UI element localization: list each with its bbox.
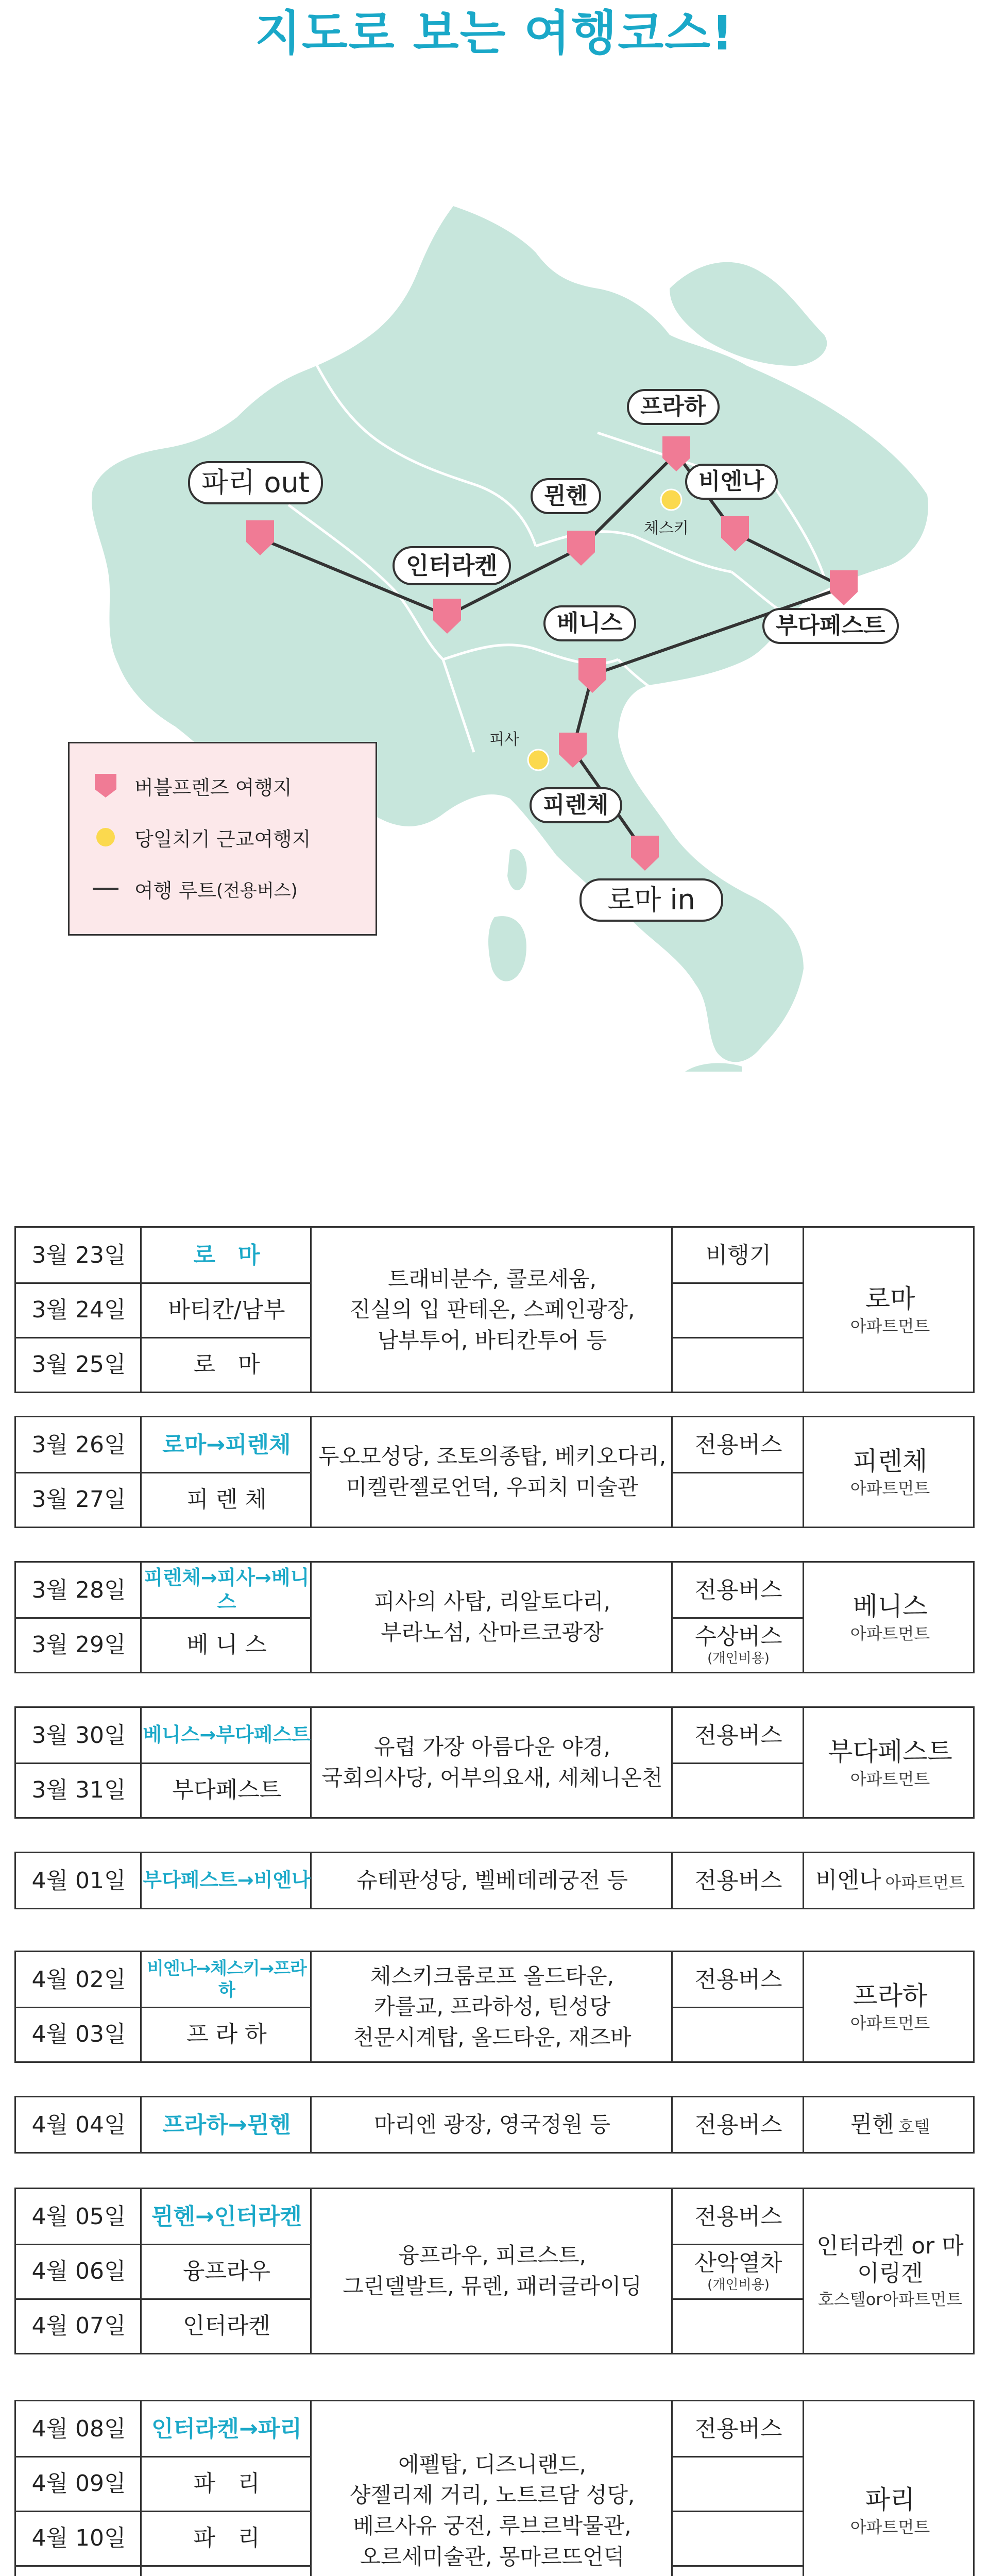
- activity-line: 마리엔 광장, 영국정원 등: [373, 2112, 611, 2138]
- island-corsica: [507, 849, 527, 890]
- schedule-transport: [673, 1762, 804, 1817]
- activity-line: 트래비분수, 콜로세움,: [387, 1266, 597, 1292]
- schedule-activities: [312, 1563, 673, 1672]
- accommodation-city: 프라하: [852, 1980, 928, 2011]
- schedule-block: [14, 1706, 975, 1819]
- accommodation-type: 아파트먼트: [850, 1623, 930, 1643]
- schedule-place: 인터라켄: [182, 2312, 270, 2339]
- schedule-accommodation: [804, 1417, 976, 1527]
- schedule-transport: [673, 1853, 804, 1908]
- schedule-block: [14, 2188, 975, 2354]
- schedule-activities: [312, 2401, 673, 2576]
- schedule-transport: [673, 1472, 804, 1527]
- schedule-date: 3월 29일: [31, 1631, 126, 1658]
- schedule-date: 3월 23일: [31, 1242, 126, 1268]
- activity-line: 융프라우, 피르스트,: [398, 2243, 586, 2268]
- schedule-place: 부다페스트→비엔나: [143, 1869, 311, 1892]
- schedule-activities: [312, 1708, 673, 1817]
- schedule-date: [16, 2565, 142, 2576]
- transport-label: 비행기: [705, 1242, 772, 1268]
- legend-row-pin: [90, 770, 292, 801]
- city-label-pisa: 피사: [489, 731, 519, 749]
- accommodation-type: 아파트먼트: [850, 2013, 930, 2033]
- schedule-date: 3월 26일: [31, 1431, 126, 1458]
- schedule-date: 4월 05일: [31, 2203, 126, 2230]
- schedule-place: 로마→피렌체: [162, 1431, 291, 1458]
- city-label-vienna: 비엔나: [685, 464, 778, 500]
- schedule-block: [14, 1852, 975, 1909]
- city-label-cesky: 체스키: [644, 519, 689, 537]
- schedule-activities: [312, 1228, 673, 1392]
- island-sicily: [685, 1063, 742, 1072]
- route-line-icon: [93, 886, 118, 891]
- city-label-florence: 피렌체: [530, 787, 622, 823]
- transport-label: 수상버스: [694, 1623, 782, 1650]
- activity-line: 유럽 가장 아름다운 야경,: [373, 1734, 611, 1760]
- accommodation-type: 아파트먼트: [850, 1316, 930, 1336]
- city-label-budapest: 부다페스트: [762, 608, 899, 644]
- schedule-accommodation: [804, 1563, 976, 1672]
- transport-label: 전용버스: [694, 1577, 782, 1603]
- schedule-transport: [673, 1617, 804, 1672]
- activity-line: 남부투어, 바티칸투어 등: [377, 1327, 607, 1353]
- transport-label: 전용버스: [694, 2415, 782, 2442]
- schedule-accommodation: [804, 1228, 976, 1392]
- schedule-transport: [673, 2401, 804, 2456]
- route-map: [0, 196, 989, 1072]
- schedule-place: 프 라 하: [186, 2021, 267, 2047]
- accommodation-city: 피렌체: [852, 1446, 928, 1476]
- activity-line: 피사의 사탑, 리알토다리,: [373, 1589, 611, 1615]
- schedule-block: [14, 2400, 975, 2576]
- transport-label: 전용버스: [694, 1867, 782, 1894]
- schedule-transport: [673, 2565, 804, 2576]
- schedule-activities: [312, 2097, 673, 2152]
- schedule-accommodation: [804, 1952, 976, 2061]
- activity-line: 두오모성당, 조토의종탑, 베키오다리,: [318, 1444, 667, 1469]
- schedule-place: 바티칸/남부: [168, 1296, 285, 1323]
- transport-label: 전용버스: [694, 1722, 782, 1749]
- city-label-rome: 로마 in: [579, 878, 723, 922]
- map-legend: [68, 742, 377, 936]
- accommodation-city: 파리: [865, 2484, 915, 2515]
- schedule-place: 비엔나→체스키→프라하: [147, 1958, 306, 2001]
- pisa-dot: [528, 750, 549, 770]
- schedule-place: 인터라켄→파리: [151, 2415, 302, 2442]
- schedule-block: [14, 1416, 975, 1528]
- transport-label: 산악열차: [694, 2249, 782, 2276]
- schedule-block: [14, 1561, 975, 1673]
- schedule-activities: [312, 1853, 673, 1908]
- schedule-transport: [673, 1282, 804, 1337]
- transport-label: 전용버스: [694, 1431, 782, 1458]
- schedule-date: 4월 04일: [31, 2111, 126, 2138]
- city-label-munich: 뮌헨: [531, 478, 601, 514]
- activity-line: 그린델발트, 뮤렌, 패러글라이딩: [343, 2274, 642, 2299]
- schedule-date: 4월 09일: [31, 2470, 126, 2497]
- activity-line: 천문시계탑, 올드타운, 재즈바: [353, 2024, 632, 2050]
- activity-line: 카를교, 프라하성, 틴성당: [373, 1994, 611, 2020]
- schedule-date: 4월 06일: [31, 2258, 126, 2284]
- schedule-activities: [312, 1952, 673, 2061]
- schedule-place: [142, 2565, 312, 2576]
- accommodation-type: 호텔: [898, 2116, 930, 2137]
- schedule-place: 로 마: [193, 1351, 260, 1378]
- transport-label: 전용버스: [694, 1966, 782, 1993]
- accommodation-type: 아파트먼트: [850, 1769, 930, 1789]
- accommodation-city: 인터라켄 or 마이링겐: [816, 2233, 964, 2286]
- transport-note: (개인비용): [707, 1650, 770, 1666]
- schedule-date: 3월 24일: [31, 1296, 126, 1323]
- transport-note: (개인비용): [707, 2277, 770, 2293]
- schedule-transport: [673, 1228, 804, 1282]
- city-label-prague: 프라하: [627, 389, 720, 425]
- schedule-place: 베 니 스: [186, 1631, 267, 1658]
- schedule-place: 뮌헨→인터라켄: [151, 2203, 302, 2230]
- accommodation-city: 로마: [865, 1283, 915, 1314]
- accommodation-type: 아파트먼트: [885, 1872, 965, 1892]
- cesky-dot: [661, 489, 681, 510]
- schedule-date: 4월 01일: [31, 1867, 126, 1894]
- activity-line: 베르사유 궁전, 루브르박물관,: [353, 2513, 632, 2538]
- accommodation-city: 부다페스트: [828, 1736, 952, 1767]
- activity-line: 샹젤리제 거리, 노트르담 성당,: [349, 2482, 635, 2508]
- schedule-date: 4월 10일: [31, 2524, 126, 2551]
- schedule-date: 3월 31일: [31, 1776, 126, 1803]
- schedule-transport: [673, 1563, 804, 1617]
- legend-daytrip-label: 당일치기 근교여행지: [134, 827, 311, 851]
- schedule-transport: [673, 1952, 804, 2007]
- budapest-pin: [830, 570, 858, 605]
- schedule-block: [14, 1951, 975, 2063]
- accommodation-city: 베니스: [852, 1591, 928, 1621]
- schedule-place: 로 마: [193, 1242, 260, 1268]
- schedule-transport: [673, 2189, 804, 2244]
- legend-row-route: [90, 873, 298, 904]
- transport-label: 전용버스: [694, 2111, 782, 2138]
- schedule-place: 파 리: [193, 2524, 260, 2551]
- schedule-transport: [673, 1337, 804, 1392]
- schedule-transport: [673, 2097, 804, 2152]
- schedule-date: 4월 03일: [31, 2021, 126, 2047]
- activity-line: 오르세미술관, 몽마르뜨언덕: [360, 2544, 625, 2569]
- schedule-transport: [673, 2298, 804, 2353]
- accommodation-type: 아파트먼트: [850, 2517, 930, 2537]
- accommodation-city: 비엔나: [815, 1867, 881, 1893]
- schedule-date: 4월 02일: [31, 1966, 126, 1993]
- schedule-transport: [673, 2244, 804, 2298]
- schedule-transport: [673, 1708, 804, 1762]
- activity-line: 에펠탑, 디즈니랜드,: [398, 2451, 586, 2477]
- legend-route-label: 여행 루트: [134, 879, 216, 902]
- schedule-transport: [673, 1417, 804, 1472]
- transport-label: 전용버스: [694, 2203, 782, 2230]
- schedule-accommodation: [804, 2097, 976, 2152]
- schedule-place: 융프라우: [182, 2258, 270, 2284]
- schedule-date: 3월 25일: [31, 1351, 126, 1378]
- activity-line: 국회의사당, 어부의요새, 세체니온천: [321, 1765, 663, 1790]
- schedule-transport: [673, 2511, 804, 2565]
- schedule-place: 베니스→부다페스트: [143, 1723, 311, 1747]
- city-label-interlaken: 인터라켄: [393, 546, 511, 585]
- legend-row-daytrip: [90, 822, 311, 853]
- island-sardinia: [488, 916, 526, 981]
- activity-line: 미켈란젤로언덕, 우피치 미술관: [346, 1475, 639, 1500]
- city-label-paris: 파리 out: [188, 461, 323, 504]
- activity-line: 진실의 입 판테온, 스페인광장,: [349, 1297, 635, 1323]
- schedule-accommodation: [804, 2189, 976, 2353]
- schedule-place: 피 렌 체: [186, 1486, 267, 1513]
- accommodation-type: 아파트먼트: [850, 1478, 930, 1498]
- schedule-date: 3월 27일: [31, 1486, 126, 1513]
- accommodation-city: 뮌헨: [850, 2111, 894, 2138]
- activity-line: 체스키크룸로프 올드타운,: [370, 1963, 614, 1989]
- schedule-activities: [312, 2189, 673, 2353]
- schedule-accommodation: [804, 2401, 976, 2576]
- schedule-place: 부다페스트: [172, 1776, 282, 1803]
- schedule-date: 3월 28일: [31, 1577, 126, 1603]
- schedule-block: [14, 1226, 975, 1393]
- schedule-place: 피렌체→피사→베니스: [144, 1566, 310, 1613]
- activity-line: 부라노섬, 산마르코광장: [381, 1620, 604, 1645]
- schedule-place: 프라하→뮌헨: [162, 2111, 291, 2138]
- schedule-accommodation: [804, 1853, 976, 1908]
- schedule-date: 4월 08일: [31, 2415, 126, 2442]
- schedule-activities: [312, 1417, 673, 1527]
- schedule-transport: [673, 2007, 804, 2061]
- activity-line: 슈테판성당, 벨베데레궁전 등: [356, 1868, 628, 1893]
- page-title: 지도로 보는 여행코스!: [255, 6, 734, 61]
- daytrip-dot-icon: [94, 825, 117, 849]
- schedule-block: [14, 2096, 975, 2154]
- legend-pin-label: 버블프렌즈 여행지: [134, 776, 292, 799]
- schedule-place: 파 리: [193, 2470, 260, 2497]
- legend-route-note: (전용버스): [216, 880, 298, 901]
- schedule-date: 4월 07일: [31, 2312, 126, 2339]
- schedule-date: 3월 30일: [31, 1722, 126, 1749]
- schedule-accommodation: [804, 1708, 976, 1817]
- schedule-transport: [673, 2456, 804, 2511]
- accommodation-type: 호스텔or아파트먼트: [817, 2289, 963, 2309]
- pin-icon: [94, 773, 117, 799]
- city-label-venice: 베니스: [543, 605, 636, 641]
